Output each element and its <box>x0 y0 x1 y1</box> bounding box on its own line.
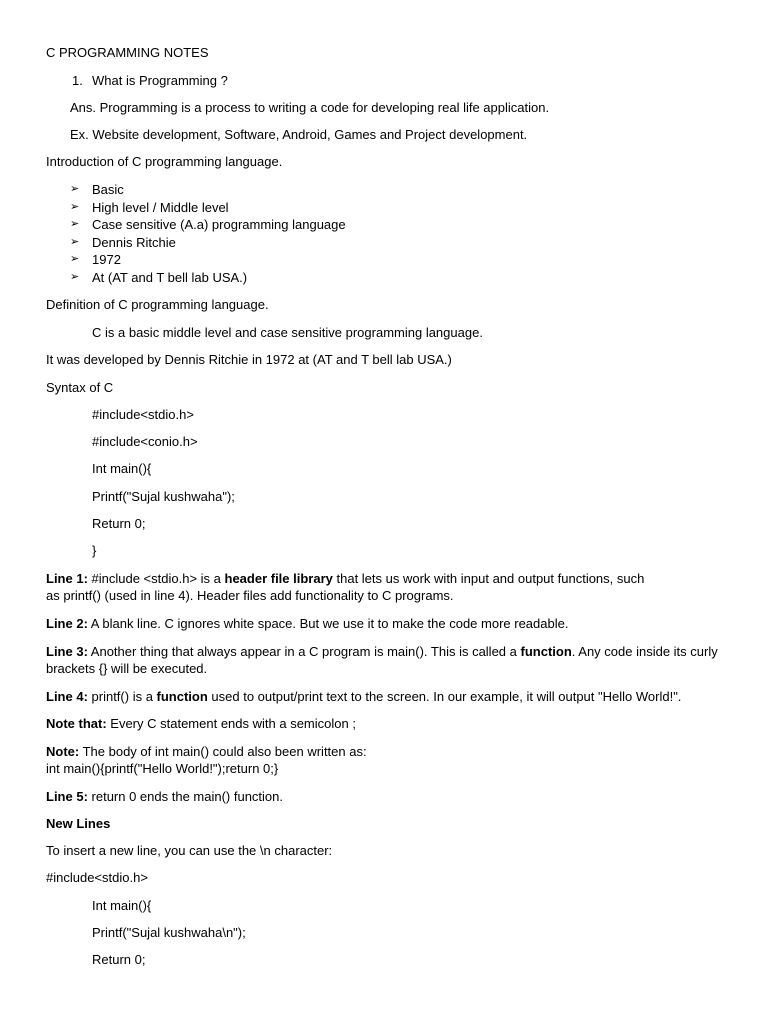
syntax-heading: Syntax of C <box>46 380 114 395</box>
definition-heading: Definition of C programming language. <box>46 297 269 312</box>
text-run: The body of int main() could also been written as: <box>79 744 367 759</box>
doc-title: C PROGRAMMING NOTES <box>46 45 209 60</box>
list-item-text: Dennis Ritchie <box>92 235 176 250</box>
question-1 <box>72 72 228 89</box>
line-label: Line 4: <box>46 689 88 704</box>
line-label: Line 2: <box>46 616 88 631</box>
example-text: Ex. Website development, Software, Android, Games and Project development. <box>70 127 528 142</box>
text-run: #include <stdio.h> is a <box>87 571 225 586</box>
intro-heading: Introduction of C programming language. <box>46 154 283 169</box>
heading-text: New Lines <box>46 816 111 831</box>
question-text: What is Programming ? <box>92 73 228 88</box>
list-item-text: At (AT and T bell lab USA.) <box>92 270 248 285</box>
list-item-text: High level / Middle level <box>92 200 229 215</box>
arrow-bullet-icon: ➢ <box>70 201 80 213</box>
definition-text: C is a basic middle level and case sensitive programming language. <box>92 325 483 340</box>
list-item-text: Case sensitive (A.a) programming language <box>92 217 346 232</box>
code-line: } <box>92 543 97 558</box>
code-line: #include<stdio.h> <box>92 407 194 422</box>
code-line: Printf("Sujal kushwaha"); <box>92 489 235 504</box>
question-number: 1. <box>72 73 83 88</box>
note-body <box>46 743 367 760</box>
code-line: Printf("Sujal kushwaha\n"); <box>92 925 246 940</box>
newlines-text: To insert a new line, you can use the \n character: <box>46 843 333 858</box>
text-run: Another thing that always appear in a C program is main(). This is called a <box>87 644 521 659</box>
note-label: Note that: <box>46 716 107 731</box>
list-item-text: Basic <box>92 182 124 197</box>
code-line: Return 0; <box>92 952 146 967</box>
line-label: Line 5: <box>46 789 88 804</box>
line-label: Line 1: <box>46 571 88 586</box>
text-run: used to output/print text to the screen. In our example, it will output "Hello World!". <box>207 689 682 704</box>
text-run: Every C statement ends with a semicolon ; <box>106 716 356 731</box>
line2-explanation <box>46 615 568 632</box>
code-line: Int main(){ <box>92 461 152 476</box>
code-line: Return 0; <box>92 516 146 531</box>
bold-term: function <box>520 644 572 659</box>
bold-term: function <box>156 689 208 704</box>
list-item-text: 1972 <box>92 252 121 267</box>
answer-text: Ans. Programming is a process to writing a code for developing real life application. <box>70 100 550 115</box>
code-line: #include<conio.h> <box>92 434 198 449</box>
text-run: return 0 ends the main() function. <box>87 789 284 804</box>
text-run: printf() is a <box>87 689 157 704</box>
line3-explanation <box>46 643 718 660</box>
line-label: Line 3: <box>46 644 88 659</box>
arrow-bullet-icon: ➢ <box>70 271 80 283</box>
line1-explanation-cont: as printf() (used in line 4). Header files add functionality to C programs. <box>46 588 454 603</box>
code-include: #include<stdio.h> <box>46 870 148 885</box>
newlines-heading <box>46 815 110 832</box>
note-label: Note: <box>46 744 80 759</box>
arrow-bullet-icon: ➢ <box>70 253 80 265</box>
text-run: that lets us work with input and output functions, such <box>332 571 645 586</box>
note-code: int main(){printf("Hello World!");return 0;} <box>46 761 279 776</box>
bold-term: header file library <box>224 571 333 586</box>
line5-explanation <box>46 788 283 805</box>
note-that <box>46 715 356 732</box>
line4-explanation <box>46 688 681 705</box>
code-line: Int main(){ <box>92 898 152 913</box>
line3-explanation-cont: brackets {} will be executed. <box>46 661 208 676</box>
arrow-bullet-icon: ➢ <box>70 236 80 248</box>
arrow-bullet-icon: ➢ <box>70 218 80 230</box>
arrow-bullet-icon: ➢ <box>70 183 80 195</box>
developed-text: It was developed by Dennis Ritchie in 1972 at (AT and T bell lab USA.) <box>46 352 452 367</box>
line1-explanation <box>46 570 644 587</box>
text-run: A blank line. C ignores white space. But we use it to make the code more readable. <box>87 616 569 631</box>
text-run: . Any code inside its curly <box>571 644 718 659</box>
